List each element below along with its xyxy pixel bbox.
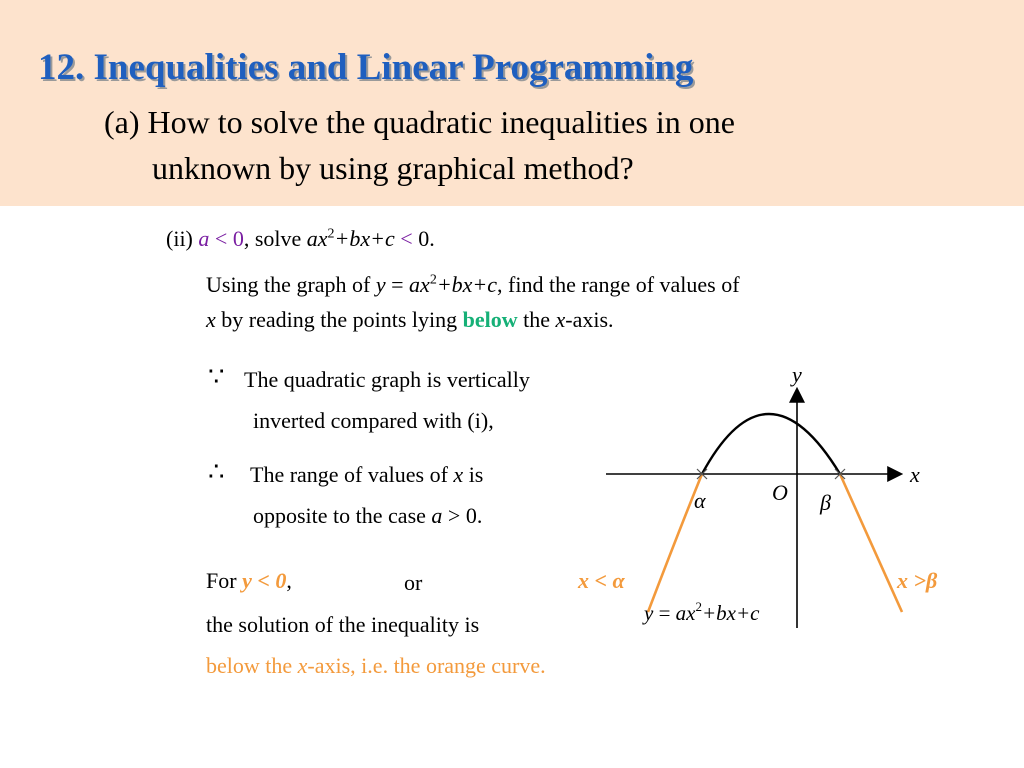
case-a: a bbox=[198, 226, 210, 251]
instruction-line-2 bbox=[206, 307, 614, 333]
solution-right: x >β bbox=[897, 568, 938, 593]
case-expr-rest: +bx+c bbox=[334, 226, 395, 251]
therefore-a: a bbox=[431, 503, 443, 528]
conclusion-line-1 bbox=[206, 568, 292, 594]
subtitle-line-1: (a) How to solve the quadratic inequalities in one bbox=[104, 104, 735, 140]
y-axis-label: y bbox=[792, 362, 802, 387]
conclusion-for: For bbox=[206, 568, 243, 593]
curve-label-rest: +bx+c bbox=[702, 601, 760, 625]
conclusion-below: below the bbox=[206, 653, 298, 678]
below-keyword: below bbox=[462, 307, 518, 332]
instruction-ax: ax bbox=[409, 272, 430, 297]
solution-left: x < α bbox=[578, 568, 625, 593]
conclusion-comma: , bbox=[286, 568, 292, 593]
curve-label-sup: 2 bbox=[695, 599, 702, 614]
instruction-rest: +bx+c bbox=[436, 272, 498, 297]
instruction-text: Using the graph of bbox=[206, 272, 376, 297]
instruction-line-1 bbox=[206, 272, 740, 298]
curve-label-ax: ax bbox=[675, 601, 696, 625]
curve-label-y: y bbox=[644, 601, 654, 625]
instruction-end: , find the range of values of bbox=[497, 272, 740, 297]
because-symbol: ∵ bbox=[208, 362, 225, 391]
condition-y-lt-0: y < 0 bbox=[242, 568, 287, 593]
conclusion-axis-text: -axis, i.e. the orange curve. bbox=[307, 653, 546, 678]
instruction-y: y bbox=[375, 272, 386, 297]
instruction-x: x bbox=[206, 307, 216, 332]
case-sup: 2 bbox=[327, 226, 335, 242]
therefore-text-2: opposite to the case bbox=[253, 503, 432, 528]
alpha-label: α bbox=[694, 488, 706, 513]
because-line-2: inverted compared with (i), bbox=[253, 408, 494, 433]
parabola-above-axis bbox=[702, 414, 840, 474]
beta-label: β bbox=[820, 490, 831, 515]
instruction-x-2: x bbox=[555, 307, 566, 332]
case-prefix: (ii) bbox=[166, 226, 193, 251]
instruction-sup: 2 bbox=[429, 272, 437, 288]
case-end: 0. bbox=[418, 226, 435, 251]
therefore-line-1 bbox=[250, 462, 483, 488]
case-lt: < bbox=[214, 226, 228, 251]
instruction-eq: = bbox=[385, 272, 410, 297]
parabola-graph bbox=[596, 360, 936, 640]
case-zero: 0 bbox=[232, 226, 244, 251]
therefore-symbol: ∴ bbox=[208, 457, 225, 486]
therefore-is: is bbox=[463, 462, 484, 487]
curve-label-eq: = bbox=[653, 601, 676, 625]
origin-label: O bbox=[772, 480, 788, 505]
instruction-the: the bbox=[517, 307, 556, 332]
case-solve: solve bbox=[254, 226, 302, 251]
instruction-axis: -axis. bbox=[565, 307, 614, 332]
slide-title: 12. Inequalities and Linear Programming bbox=[38, 47, 694, 88]
case-expr: ax bbox=[306, 226, 328, 251]
therefore-gt-zero: > 0. bbox=[442, 503, 483, 528]
curve-equation-label bbox=[642, 599, 760, 625]
conclusion-x: x bbox=[297, 653, 308, 678]
case-lt2: < bbox=[400, 226, 413, 251]
case-comma: , bbox=[243, 226, 250, 251]
orange-curve-right bbox=[840, 474, 902, 612]
therefore-line-2 bbox=[253, 503, 482, 529]
because-line-1: The quadratic graph is vertically bbox=[244, 367, 530, 392]
conclusion-line-2: the solution of the inequality is bbox=[206, 612, 480, 637]
case-statement bbox=[166, 226, 435, 252]
instruction-text-2: by reading the points lying bbox=[215, 307, 463, 332]
subtitle-line-2: unknown by using graphical method? bbox=[152, 150, 634, 186]
therefore-text: The range of values of bbox=[250, 462, 454, 487]
conclusion-line-3 bbox=[206, 653, 546, 679]
conclusion-or: or bbox=[404, 570, 423, 595]
therefore-x: x bbox=[453, 462, 464, 487]
x-axis-label: x bbox=[910, 462, 920, 487]
